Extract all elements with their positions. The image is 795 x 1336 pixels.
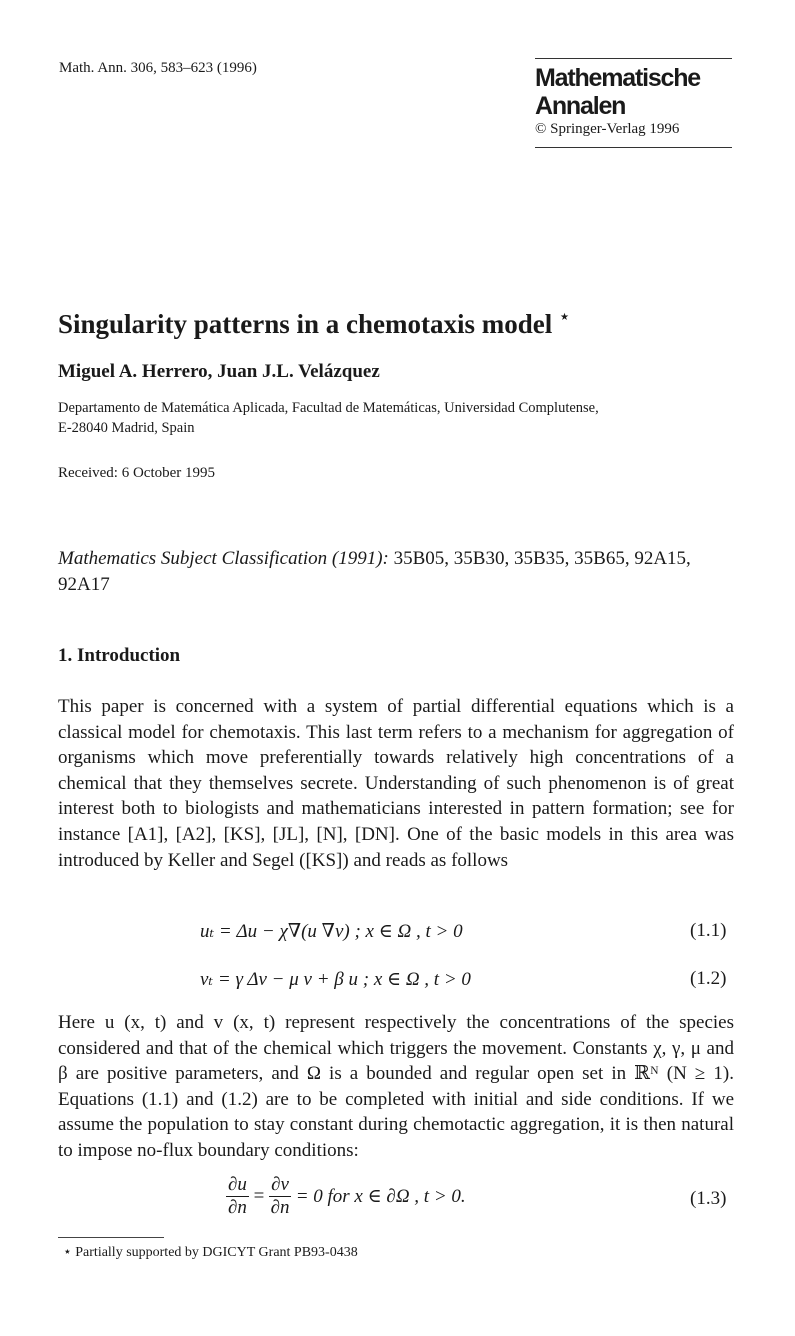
equation-1-3	[226, 1174, 466, 1219]
fraction-denominator: ∂n	[228, 1197, 247, 1218]
equals-sign: =	[253, 1185, 265, 1207]
citation-line: Math. Ann. 306, 583–623 (1996)	[59, 60, 257, 76]
equation-1-3-number: (1.3)	[690, 1188, 727, 1209]
fraction-numerator: ∂v	[271, 1174, 289, 1195]
fraction-numerator: ∂u	[228, 1174, 247, 1195]
paper-title-text: Singularity patterns in a chemotaxis model	[58, 309, 553, 339]
msc-codes: 35B05, 35B30, 35B35, 35B65, 92A15, 92A17	[58, 548, 691, 595]
intro-paragraph-2: Here u (x, t) and v (x, t) represent respectively the concentrations of the species considered and that of the chemical which triggers the movement. Constants χ, γ, μ and β are positive parameters, and Ω is a bounded and regular open set in ℝᴺ (N ≥ 1). Equations (1.1) and (1.2) are to be completed with initial and side conditions. If we assume the population to stay constant during chemotactic aggregation, it is then natural to impose no-flux boundary conditions:	[58, 1012, 734, 1161]
title-footnote-mark: ⋆	[558, 306, 571, 328]
equation-1-2-number: (1.2)	[690, 968, 727, 989]
paper-title	[58, 304, 571, 340]
journal-name	[535, 64, 700, 120]
equation-1-2: vₜ = γ Δv − μ v + β u ; x ∈ Ω , t > 0	[200, 969, 471, 990]
equation-1-1-number: (1.1)	[690, 920, 727, 941]
affiliation-line-1: Departamento de Matemática Aplicada, Facultad de Matemáticas, Universidad Complutense,	[58, 400, 599, 416]
dv-dn-fraction	[269, 1174, 291, 1219]
equation-1-3-rest: = 0 for x ∈ ∂Ω , t > 0.	[295, 1186, 466, 1207]
journal-name-line1: Mathematische	[535, 64, 701, 92]
copyright-notice: © Springer-Verlag 1996	[535, 121, 680, 137]
du-dn-fraction	[226, 1174, 249, 1219]
header-rule-bottom	[535, 147, 732, 148]
intro-paragraph-1: This paper is concerned with a system of partial differential equations which is a classical model for chemotaxis. This last term refers to a mechanism for aggregation of organisms which move preferentially towards relatively high concentrations of a chemical that they themselves secrete. Understanding of such phenomenon is of great interest both to biologists and mathematicians interested in pattern formation; see for instance [A1], [A2], [KS], [JL], [N], [DN]. One of the basic models in this area was introduced by Keller and Segel ([KS]) and reads as follows	[58, 696, 734, 871]
header-rule-top	[535, 58, 732, 59]
footnote: ⋆ Partially supported by DGICYT Grant PB93-0438	[63, 1245, 358, 1260]
journal-name-line2: Annalen	[535, 92, 626, 120]
received-date: Received: 6 October 1995	[58, 465, 216, 481]
fraction-denominator: ∂n	[270, 1197, 290, 1218]
footnote-rule	[58, 1237, 164, 1238]
subject-classification	[58, 546, 738, 598]
equation-1-1: uₜ = Δu − χ∇(u ∇v) ; x ∈ Ω , t > 0	[200, 921, 463, 942]
section-heading: 1. Introduction	[58, 645, 181, 666]
affiliation-line-2: E-28040 Madrid, Spain	[58, 420, 195, 436]
author-list: Miguel A. Herrero, Juan J.L. Velázquez	[58, 361, 380, 382]
msc-label: Mathematics Subject Classification (1991):	[58, 548, 389, 569]
